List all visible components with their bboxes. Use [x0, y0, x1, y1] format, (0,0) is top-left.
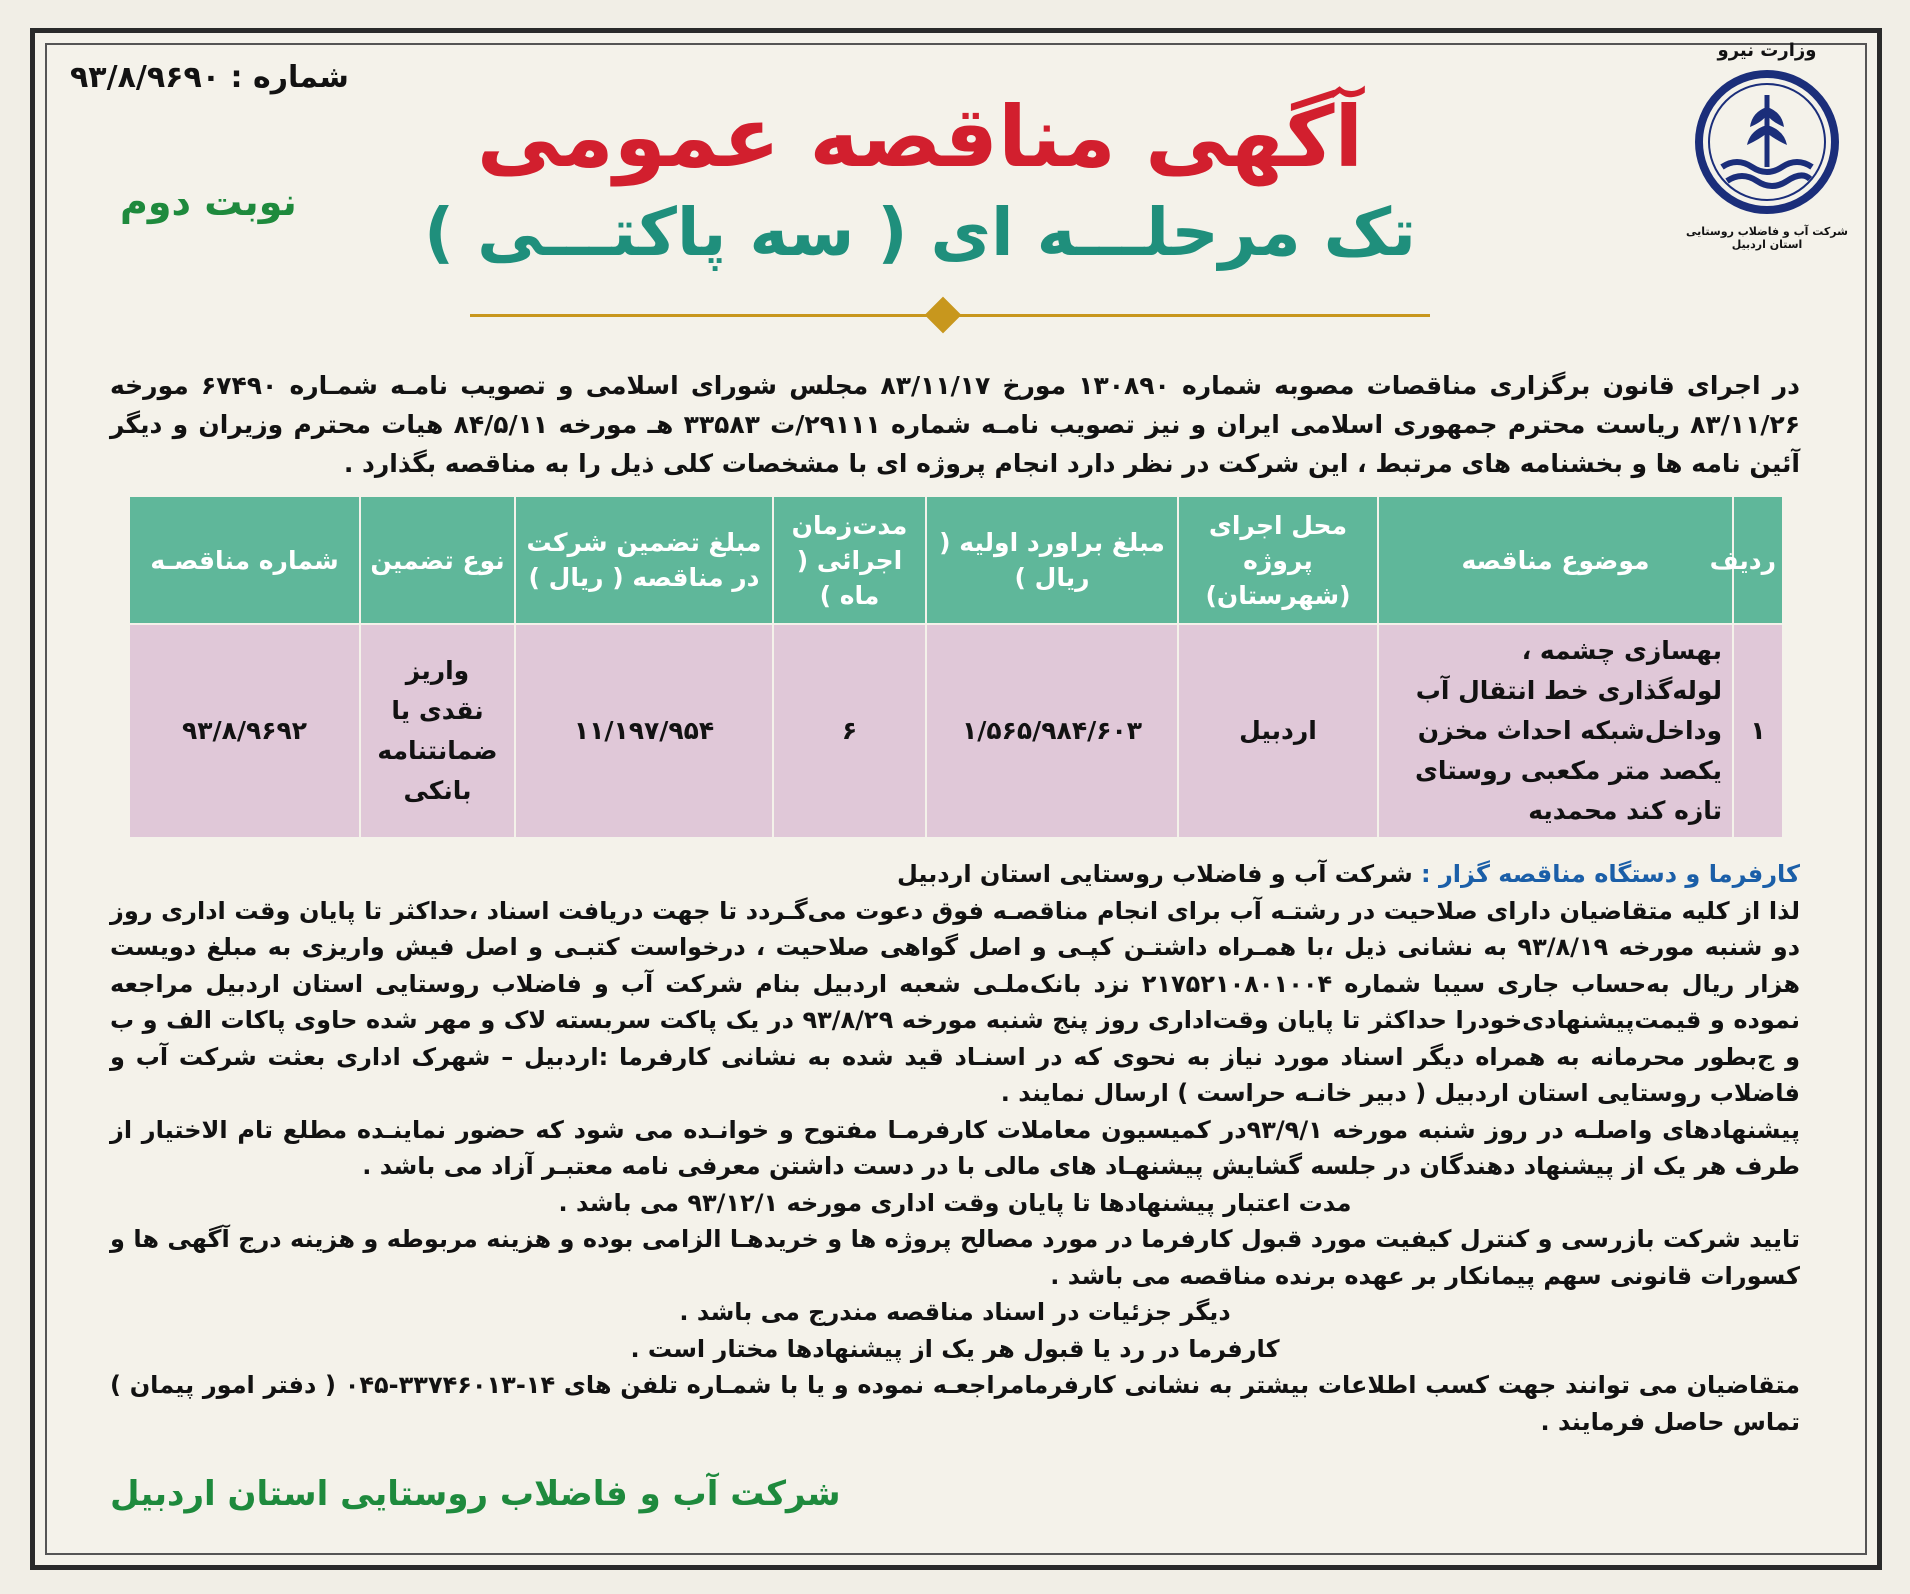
logo-company-name: شرکت آب و فاضلاب روستایی استان اردبیل: [1686, 225, 1848, 251]
page-title: آگهی مناقصه عمومی: [476, 88, 1364, 186]
table-row: [129, 624, 1783, 838]
table-header-row: [129, 496, 1783, 624]
cell-duration: ۶: [773, 624, 926, 838]
header-subject: موضوع مناقصه: [1378, 496, 1733, 624]
invite-paragraph: لذا از کلیه متقاضیان دارای صلاحیت در رشتـه آب برای انجام مناقصـه فوق دعوت می‌گـردد تا جهت دریافت اسناد ،حداکثر تا پایان وقت اداری روز دو شنبه مورخه ۹۳/۸/۱۹ به نشانی ذیل ،با همـراه داشتـن کپـی و اصل گواهی صلاحیت ، درخواست کتبـی و اصل فیش واریزی به مبلغ دویست هزار ریال به‌حساب جاری سیبا شماره ۲۱۷۵۲۱۰۸۰۱۰۰۴ نزد بانک‌ملـی شعبه اردبیل بنام شرکت آب و فاضلاب روستایی استان اردبیل مراجعه نموده و قیمت‌پیشنهادی‌خودرا حداکثر تا پایان وقت‌اداری روز پنج شنبه مورخه ۹۳/۸/۲۹ در یک پاکت سربسته لاک و مهر شده حاوی پاکات الف و ب و ج‌بطور محرمانه به همراه دیگر اسناد مورد نیاز به نحوی که در اسنـاد قید شده به نشانی کارفرما :اردبیل – شهرک اداری بعثت شرکت آب و فاضلاب روستایی استان اردبیل ( دبیر خانـه حراست ) ارسال نمایند .: [110, 896, 1801, 1107]
cell-guarantee-amount: ۱۱/۱۹۷/۹۵۴: [515, 624, 773, 838]
header-duration: مدت‌زمان اجرائی ( ماه ): [773, 496, 926, 624]
cell-location: اردبیل: [1178, 624, 1378, 838]
contact-paragraph: متقاضیان می توانند جهت کسب اطلاعات بیشتر به نشانی کارفرمامراجعـه نموده و یا با شمـاره تلفن های ۱۴-۳۳۷۴۶۰۱۳-۰۴۵ ( دفتر امور پیمان ) تماس حاصل فرمایند .: [110, 1371, 1800, 1436]
ministry-name: وزارت نیرو: [1717, 40, 1817, 61]
number-value: ۹۳/۸/۹۶۹۰: [70, 60, 221, 95]
header-estimate: مبلغ براورد اولیه ( ریال ): [926, 496, 1178, 624]
cell-estimate: ۱/۵۶۵/۹۸۴/۶۰۳: [926, 624, 1178, 838]
header-row-no: ردیف: [1733, 496, 1783, 624]
inspection-paragraph: تایید شرکت بازرسی و کنترل کیفیت مورد قبول کارفرما در مورد مصالح پروژه ها و خریدهـا الزامی بوده و هزینه مربوطه و هزینه درج آگهی ها و کسورات قانونی سهم پیمانکار بر عهده برنده مناقصه می باشد .: [110, 1225, 1800, 1290]
rights-line: کارفرما در رد یا قبول هر یک از پیشنهادها مختار است .: [630, 1334, 1280, 1363]
employer-line: [110, 856, 1800, 893]
round-label: نوبت دوم: [120, 180, 297, 224]
opening-paragraph: پیشنهادهای واصلـه در روز شنبه مورخه ۹۳/۹/۱در کمیسیون معاملات کارفرمـا مفتوح و خوانـده می شود که حضور نماینـده مطلع تام الاختیار از طرف هر یک از پیشنهاد دهندگان در جلسه گشایش پیشنهـاد های مالی با در دست داشتن معرفی نامه معتبـر آزاد می باشد .: [110, 1115, 1800, 1180]
water-company-emblem-icon: [1692, 67, 1842, 217]
header-location: محل اجرای پروژه (شهرستان): [1178, 496, 1378, 624]
ad-body: [110, 856, 1800, 1440]
intro-paragraph: در اجرای قانون برگزاری مناقصات مصوبه شماره ۱۳۰۸۹۰ مورخ ۸۳/۱۱/۱۷ مجلس شورای اسلامی و تصویب نامـه شمـاره ۶۷۴۹۰ مورخه ۸۳/۱۱/۲۶ ریاست محترم جمهوری اسلامی ایران و نیز تصویب نامـه شماره ۲۹۱۱۱/ت ۳۳۵۸۳ هـ مورخه ۸۴/۵/۱۱ هیات محترم وزیران و دیگر آئین نامه ها و بخشنامه های مرتبط ، این شرکت در نظر دارد انجام پروژه ای با مشخصات کلی ذیل را به مناقصه بگذارد .: [110, 371, 1800, 478]
number-label: شماره :: [230, 60, 349, 95]
cell-tender-no: ۹۳/۸/۹۶۹۲: [129, 624, 360, 838]
header-tender-no: شماره مناقصـه: [129, 496, 360, 624]
details-line: دیگر جزئیات در اسناد مناقصه مندرج می باشد .: [679, 1298, 1231, 1326]
signature: شرکت آب و فاضلاب روستایی استان اردبیل: [110, 1474, 841, 1514]
ad-number: [70, 60, 349, 95]
cell-guarantee-type: واریز نقدی یا ضمانتنامه بانکی: [360, 624, 515, 838]
employer-value: شرکت آب و فاضلاب روستایی استان اردبیل: [896, 860, 1413, 888]
header-guarantee-type: نوع تضمین: [360, 496, 515, 624]
tender-table: [128, 495, 1784, 839]
cell-subject: بهسازی چشمه ، لوله‌گذاری خط انتقال آب وداخل‌شبکه احداث مخزن یکصد متر مکعبی روستای تازه کند محمدیه: [1378, 624, 1733, 838]
validity-line: مدت اعتبار پیشنهادها تا پایان وقت اداری مورخه ۹۳/۱۲/۱ می باشد .: [558, 1188, 1352, 1217]
page-subtitle: تک مرحلـــه ای ( سه پاکتـــی ): [423, 194, 1417, 271]
employer-label: کارفرما و دستگاه مناقصه گزار :: [1421, 860, 1800, 888]
cell-row-no: ۱: [1733, 624, 1783, 838]
ministry-logo: [1672, 40, 1862, 270]
header-guarantee-amount: مبلغ تضمین شرکت در مناقصه ( ریال ): [515, 496, 773, 624]
